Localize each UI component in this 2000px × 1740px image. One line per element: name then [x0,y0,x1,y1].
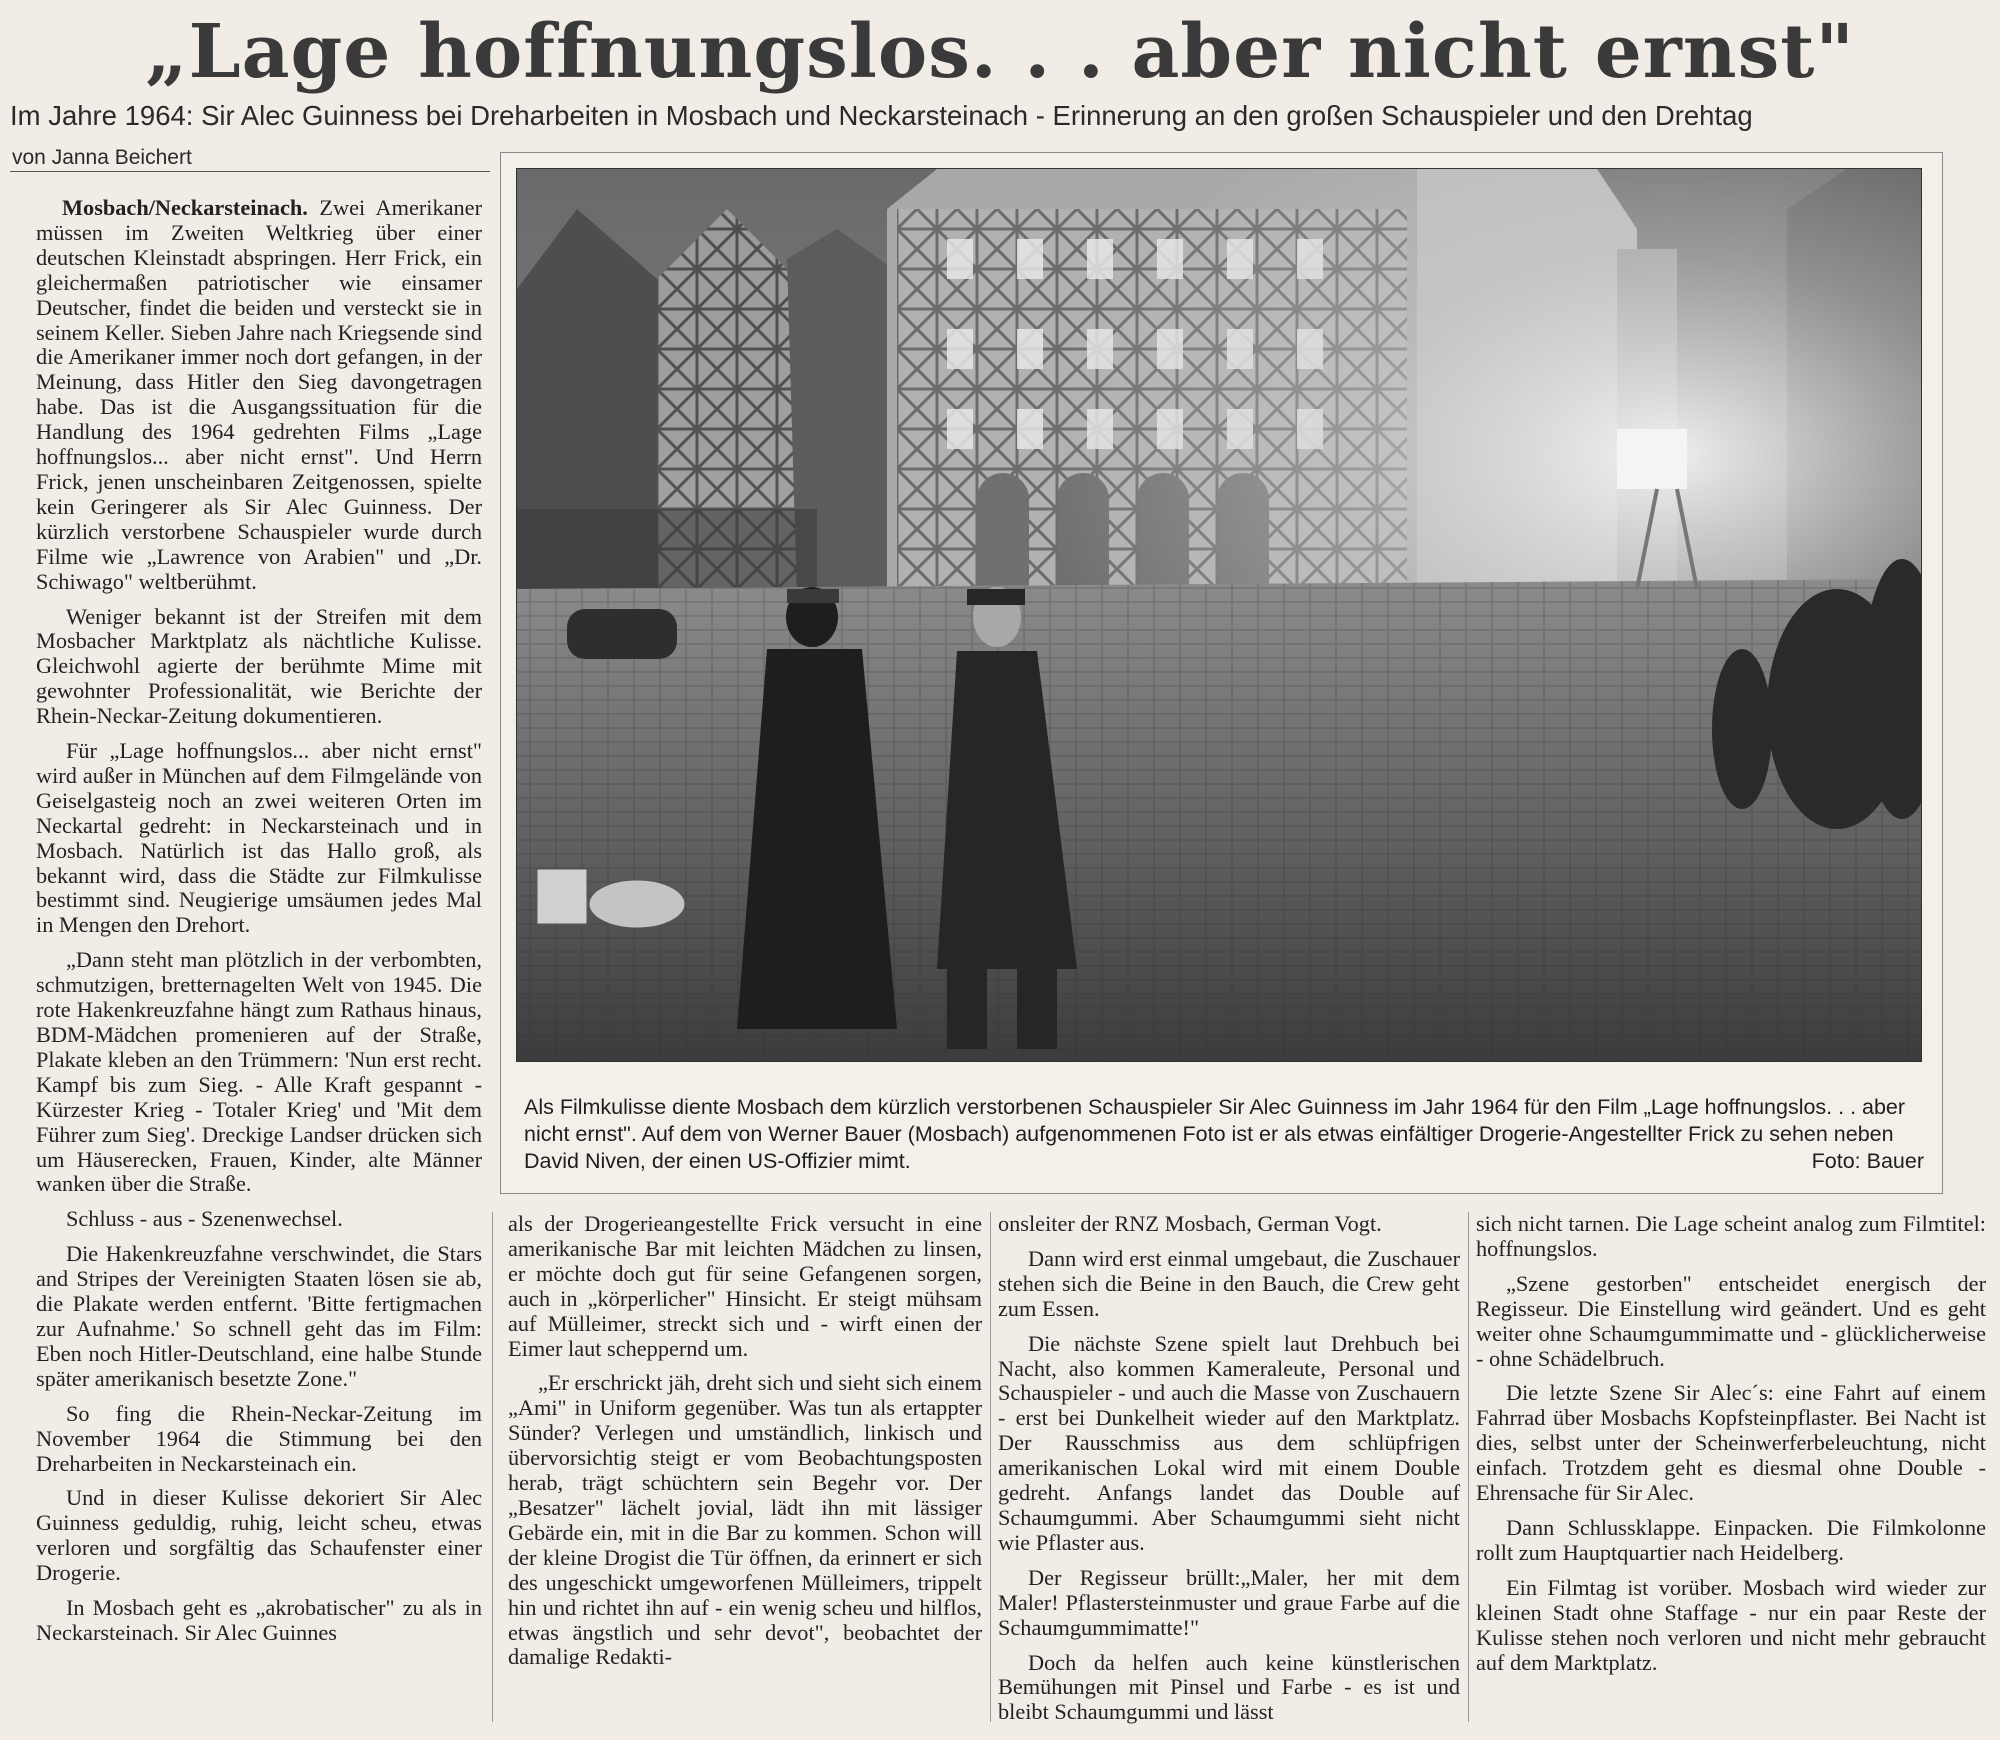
photo-caption [524,1094,1924,1175]
paragraph: Dann Schlussklappe. Einpacken. Die Filmkolonne rollt zum Hauptquartier nach Heidelberg. [1476,1514,1986,1565]
body-column-4 [1476,1212,1986,1675]
paragraph: „Dann steht man plötzlich in der verbombten, schmutzigen, bretternagelten Welt von 1945. Die rote Hakenkreuzfahne hängt zum Rathaus hinaus, BDM-Mädchen promenieren auf der Straße, Plakate kleben an den Trümmern: 'Nun erst recht. Kampf bis zum Sieg. - Alle Kraft gespannt - Kürzester Krieg - Totaler Krieg' und 'Mit dem Führer zum Sieg'. Dreckige Landser drücken sich um Häuserecken, Frauen, Kinder, alte Männer wanken über die Straße. [36,947,482,1197]
photo-credit: Foto: Bauer [1811,1149,1924,1173]
paragraph: Dann wird erst einmal umgebaut, die Zuschauer stehen sich die Beine in den Bauch, die Crew geht zum Essen. [998,1245,1460,1321]
paragraph-text: Zwei Amerikaner müssen im Zweiten Weltkrieg über einer deutschen Kleinstadt abspringen. Herr Frick, ein gleichermaßen patriotischer wie einsamer Deutscher, findet die beiden und versteckt sie in seinem Keller. Sieben Jahre nach Kriegsende sind die Amerikaner immer noch dort gefangen, in der Meinung, dass Hitler den Sieg davongetragen habe. Das ist die Ausgangssituation für die Handlung des 1964 gedrehten Films „Lage hoffnungslos... aber nicht ernst". Und Herrn Frick, jenen unscheinbaren Zeitgenossen, spielte kein Geringerer als Sir Alec Guinness. Der kürzlich verstorbene Schauspieler wurde durch Filme wie „Lawrence von Arabien" und „Dr. Schiwago" weltberühmt. [36,195,482,594]
paragraph: Doch da helfen auch keine künstlerischen Bemühungen mit Pinsel und Farbe - es ist und bleibt Schaumgummi und lässt [998,1649,1460,1725]
paragraph: sich nicht tarnen. Die Lage scheint analog zum Filmtitel: hoffnungslos. [1476,1211,1986,1261]
column-divider [1468,1212,1469,1722]
body-column-3 [998,1212,1460,1725]
body-column-1 [36,196,482,1646]
dateline: Mosbach/Neckarsteinach. [62,195,308,220]
paragraph: Für „Lage hoffnungslos... aber nicht ernst" wird außer in München auf dem Filmgelände von Geiselgasteig noch an zwei weiteren Orten im Neckartal gedreht: in Neckarsteinach und in Mosbach. Natürlich ist das Hallo groß, als bekannt wird, dass die Städte zur Filmkulisse bestimmt sind. Neugierige umsäumen jedes Mal in Mengen den Drehort. [36,738,482,938]
caption-text: Als Filmkulisse diente Mosbach dem kürzlich verstorbenen Schauspieler Sir Alec Guinness im Jahr 1964 für den Film „Lage hoffnungslos. . . aber nicht ernst". Auf dem von Werner Bauer (Mosbach) aufgenommenen Foto ist er als etwas einfältiger Drogerie-Angestellter Frick zu sehen neben David Niven, der einen US-Offizier mimt. [524,1095,1906,1173]
byline-rule [10,171,490,172]
paragraph: Die letzte Szene Sir Alec´s: eine Fahrt auf einem Fahrrad über Mosbachs Kopfsteinpflaster. Bei Nacht ist dies, selbst unter der Scheinwerferbeleuchtung, nicht einfach. Trotzdem geht es diesmal ohne Double - Ehrensache für Sir Alec. [1476,1380,1986,1506]
paragraph: Die Hakenkreuzfahne verschwindet, die Stars and Stripes der Vereinigten Staaten lösen sie ab, die Plakate werden entfernt. 'Bitte fertigmachen zur Aufnahme.' So schnell geht das im Film: Eben noch Hitler-Deutschland, eine halbe Stunde später amerikanisch besetzte Zone." [36,1241,482,1391]
column-divider [990,1212,991,1722]
column-divider [492,1212,493,1722]
paragraph: Die nächste Szene spielt laut Drehbuch bei Nacht, also kommen Kameraleute, Personal und Schauspieler - und auch die Masse von Zuschauern - erst bei Dunkelheit wieder auf den Marktplatz. Der Rausschmiss aus dem schlüpfrigen amerikanischen Lokal wird mit einem Double gedreht. Anfangs landet das Double auf Schaumgummi. Aber Schaumgummi sieht nicht wie Pflaster aus. [998,1330,1460,1555]
paragraph: „Szene gestorben" entscheidet energisch der Regisseur. Die Einstellung wird geändert. Und es geht weiter ohne Schaumgummimatte und - glücklicherweise - ohne Schädelbruch. [1476,1270,1986,1371]
paragraph: Weniger bekannt ist der Streifen mit dem Mosbacher Marktplatz als nächtliche Kulisse. Gleichwohl agierte der berühmte Mime mit gewohnter Professionalität, wie Berichte der Rhein-Neckar-Zeitung dokumentieren. [36,603,482,729]
headline: „Lage hoffnungslos. . . aber nicht ernst" [145,9,1855,95]
paragraph: onsleiter der RNZ Mosbach, German Vogt. [998,1211,1382,1236]
paragraph: Schluss - aus - Szenenwechsel. [66,1206,343,1232]
paragraph: als der Drogerieangestellte Frick versucht in eine amerikanische Bar mit leichten Mädchen zu linsen, er möchte doch gut für seine Gefangenen sorgen, auch in „körperlicher" Hinsicht. Er steigt mühsam auf Mülleimer, streckt sich und - wirft einen der Eimer laut scheppernd um. [508,1211,982,1361]
paragraph: „Er erschrickt jäh, dreht sich und sieht sich einem „Ami" in Uniform gegenüber. Was tun als ertappter Sünder? Verlegen und umständlich, linkisch und übervorsichtig steigt er vom Beobachtungsposten herab, trägt schüchtern sein Begehr vor. Der „Besatzer" lächelt jovial, lädt ihn mit lässiger Gebärde ein, mit in die Bar zu kommen. Schon will der kleine Drogist die Tür öffnen, da erinnert er sich des ungeschickt umgeworfenen Mülleimers, trippelt hin und richtet ihn auf - ein wenig scheu und hilflos, etwas ängstlich und sehr devot", beobachtet der damalige Redakti- [508,1370,982,1670]
byline: von Janna Beichert [12,146,192,169]
paragraph: Und in dieser Kulisse dekoriert Sir Alec Guinness geduldig, ruhig, leicht scheu, etwas verloren und sorgfältig das Schaufenster einer Drogerie. [36,1485,482,1586]
paragraph: In Mosbach geht es „akrobatischer" zu als in Neckarsteinach. Sir Alec Guinnes [36,1595,482,1645]
body-column-2 [508,1212,982,1670]
paragraph [36,196,482,595]
subheadline: Im Jahre 1964: Sir Alec Guinness bei Dreharbeiten in Mosbach und Neckarsteinach - Erinnerung an den großen Schauspieler und den Drehtag [10,100,1753,131]
paragraph: So fing die Rhein-Neckar-Zeitung im November 1964 die Stimmung bei den Dreharbeiten in Neckarsteinach ein. [36,1400,482,1476]
photo-film-set-mosbach [516,168,1922,1062]
paragraph: Ein Filmtag ist vorüber. Mosbach wird wieder zur kleinen Stadt ohne Staffage - nur ein paar Reste der Kulisse stehen noch verloren und nicht mehr gebraucht auf dem Marktplatz. [1476,1574,1986,1675]
paragraph: Der Regisseur brüllt:„Maler, her mit dem Maler! Pflastersteinmuster und graue Farbe auf die Schaumgummimatte!" [998,1564,1460,1640]
